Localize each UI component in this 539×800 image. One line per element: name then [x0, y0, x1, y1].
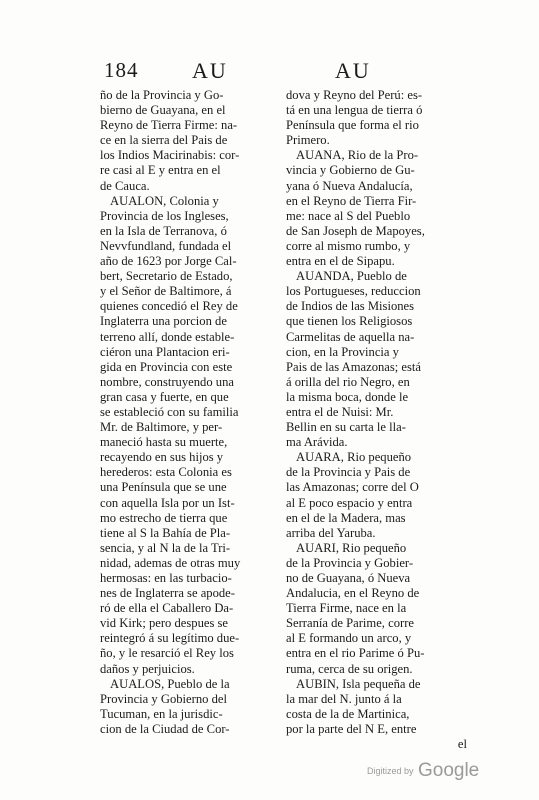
running-head-right: AU [335, 58, 371, 83]
text-line: los Indios Macirinabis: cor- [100, 148, 240, 163]
text-line: Tierra Firme, nace en la [286, 601, 407, 616]
text-line: en la Isla de Terranova, ó [100, 223, 227, 238]
text-line: de Indios de las Misiones [286, 299, 415, 314]
text-line: tá en una lengua de tierra ó [286, 103, 423, 118]
entry-headword-line: AUALON, Colonia y [110, 193, 219, 208]
digitized-by-google-watermark [367, 760, 479, 782]
text-line: la misma boca, donde le [286, 389, 409, 404]
page-number: 184 [104, 58, 139, 82]
text-line: ño, y le resarció el Rey los [100, 646, 234, 661]
text-line: ño de la Provincia y Go- [100, 88, 224, 102]
text-line: de la Provincia y Gobier- [286, 555, 414, 570]
running-header [0, 58, 539, 88]
running-head-left: AU [192, 58, 228, 83]
text-line: corre al mismo rumbo, y [286, 238, 411, 253]
text-line: sencia, y al N la de la Tri- [100, 540, 231, 555]
text-line: nidad, ademas de otras muy [100, 555, 241, 570]
text-line: entra en el rio Parime ó Pu- [286, 646, 425, 661]
text-line: hermosas: en las turbacio- [100, 571, 232, 585]
text-line: la mar del N. junto á la [286, 691, 402, 706]
watermark-prefix: Digitized by [367, 766, 414, 776]
text-line: bert, Secretario de Estado, [100, 269, 233, 284]
right-text-column [286, 88, 467, 752]
text-line: quienes concedió el Rey de [100, 299, 238, 314]
text-line: con aquella Isla por un Ist- [100, 495, 235, 510]
entry-headword-line: AUANDA, Pueblo de [296, 269, 407, 284]
text-line: Reyno de Tierra Firme: na- [100, 118, 238, 133]
text-line: costa de la de Martinica, [286, 706, 410, 721]
google-logo: Google [417, 760, 480, 781]
text-line: mo estrecho de tierra que [100, 510, 228, 525]
text-line: Provincia de los Ingleses, [100, 208, 229, 223]
text-line: que tienen los Religiosos [286, 314, 413, 329]
text-line: arriba del Yaruba. [286, 525, 376, 540]
text-line: dova y Reyno del Perú: es- [286, 88, 423, 102]
text-line: no de Guayana, ó Nueva [286, 571, 411, 585]
text-line: reintegró á su legítimo due- [100, 631, 240, 646]
entry-headword-line: AUARA, Rio pequeño [296, 450, 412, 465]
text-line: terreno allí, donde estable- [100, 329, 235, 344]
text-line: las Amazonas; corre del O [286, 480, 419, 495]
text-line: ma Arávida. [286, 435, 348, 450]
text-line: ce en la sierra del Pais de [100, 133, 228, 148]
text-line: al E poco espacio y entra [286, 495, 413, 510]
text-line: Andalucia, en el Reyno de [286, 586, 420, 601]
text-line: Mr. de Baltimore, y per- [100, 420, 223, 435]
text-line: y el Señor de Baltimore, á [100, 284, 232, 299]
text-line: Península que forma el rio [286, 118, 419, 133]
text-line: herederos: esta Colonia es [100, 465, 232, 480]
text-line: entra en el de Sipapu. [286, 254, 395, 269]
text-line: gran casa y fuerte, en que [100, 389, 229, 404]
text-line: año de 1623 por Jorge Cal- [100, 254, 237, 269]
text-line: de San Joseph de Mapoyes, [286, 223, 425, 238]
text-line: cion, en la Provincia y [286, 344, 399, 359]
text-line: Pais de las Amazonas; está [286, 359, 422, 374]
text-line: Inglaterra una porcion de [100, 314, 227, 329]
text-line: Serranía de Parime, corre [286, 616, 414, 631]
text-line: Bellin en su carta le lla- [286, 420, 406, 435]
text-line: Carmelitas de aquella na- [286, 329, 415, 344]
text-line: Tucuman, en la jurisdic- [100, 706, 223, 721]
catchword: el [457, 737, 467, 752]
text-line: por la parte del N E, entre [286, 721, 417, 736]
text-line: me: nace al S del Pueblo [286, 208, 411, 223]
text-line: de Cauca. [100, 178, 150, 193]
text-line: vincia y Gobierno de Gu- [286, 163, 415, 178]
text-line: ró de ella el Caballero Da- [100, 601, 234, 616]
text-line: gida en Provincia con este [100, 359, 233, 374]
text-line: Primero. [286, 133, 330, 148]
text-line: Nevvfundland, fundada el [100, 238, 232, 253]
text-line: se estableció con su familia [100, 404, 239, 419]
entry-headword-line: AUALOS, Pueblo de la [110, 676, 230, 691]
text-line: cion de la Ciudad de Cor- [100, 721, 230, 736]
text-line: en el de la Madera, mas [286, 510, 406, 525]
text-line: ruma, cerca de su origen. [286, 661, 413, 676]
text-line: ciéron una Plantacion eri- [100, 344, 230, 359]
text-line: recayendo en sus hijos y [100, 450, 224, 465]
entry-headword-line: AUBIN, Isla pequeña de [296, 676, 421, 691]
text-line: nes de Inglaterra se apode- [100, 586, 235, 601]
text-line: á orilla del rio Negro, en [286, 374, 410, 389]
text-line: yana ó Nueva Andalucía, [286, 178, 413, 193]
text-line: una Península que se une [100, 480, 227, 495]
text-line: en el Reyno de Tierra Fir- [286, 193, 417, 208]
text-line: maneció hasta su muerte, [100, 435, 228, 450]
text-line: daños y perjuicios. [100, 661, 195, 676]
text-line: los Portugueses, reduccion [286, 284, 421, 299]
text-line: Provincia y Gobierno del [100, 691, 227, 706]
text-line: de la Provincia y Pais de [286, 465, 411, 480]
entry-headword-line: AUARI, Rio pequeño [296, 540, 407, 555]
text-line: vid Kirk; pero despues se [100, 616, 229, 631]
text-line: entra el de Nuisi: Mr. [286, 404, 394, 419]
text-line: re casi al E y entra en el [100, 163, 221, 178]
text-line: al E formando un arco, y [286, 631, 412, 646]
text-line: bierno de Guayana, en el [100, 103, 226, 118]
entry-headword-line: AUANA, Rio de la Pro- [296, 148, 419, 163]
left-text-column [100, 88, 283, 737]
text-line: nombre, construyendo una [100, 374, 234, 389]
text-line: tiene al S la Bahía de Pla- [100, 525, 231, 540]
